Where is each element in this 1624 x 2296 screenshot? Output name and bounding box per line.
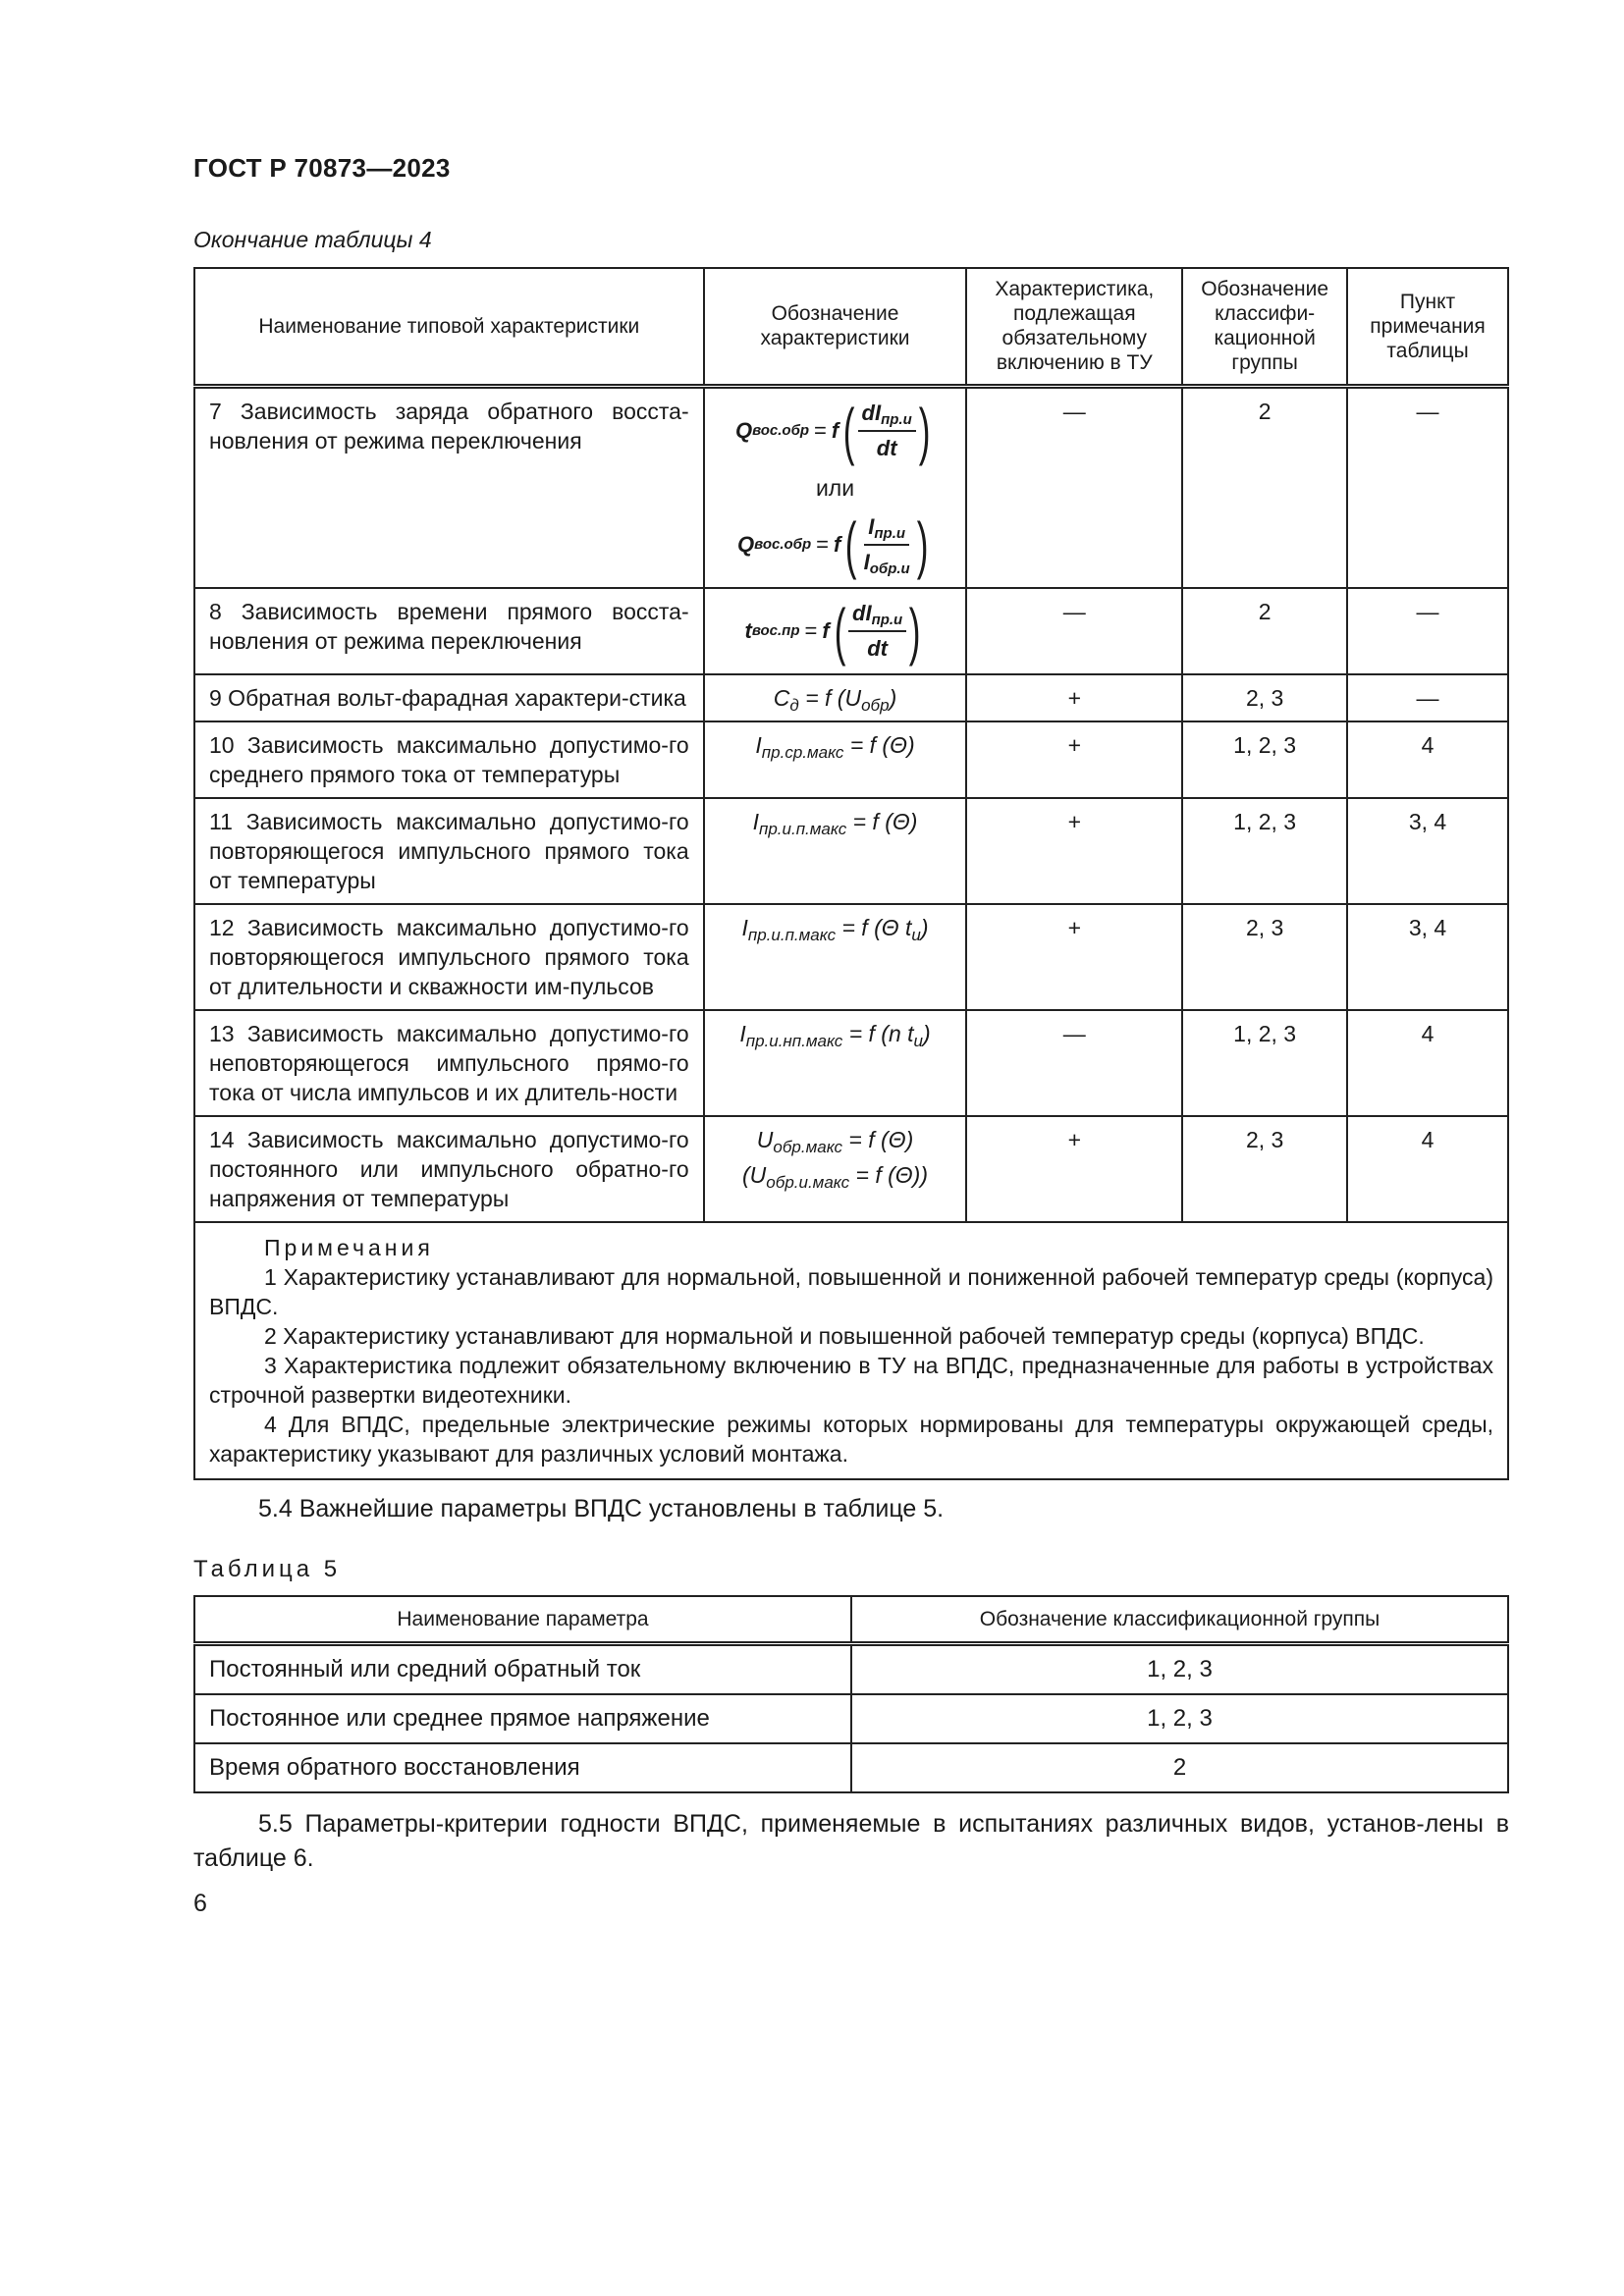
row-name: 9 Обратная вольт-фарадная характери-стика: [194, 674, 704, 721]
row-group: 2: [851, 1743, 1508, 1792]
row-name: Постоянное или среднее прямое напряжение: [194, 1694, 851, 1743]
row-required: +: [966, 798, 1182, 904]
row-formula: [704, 386, 967, 588]
row-group: 1, 2, 3: [851, 1694, 1508, 1743]
row-required: +: [966, 674, 1182, 721]
row-formula: $U_{обр.макс} = f$ (Θ) ($U_{обр.и.макс} = f$ (Θ)): [704, 1116, 967, 1222]
row-note: 4: [1347, 1010, 1508, 1116]
row-required: +: [966, 904, 1182, 1010]
table-row: [194, 1643, 1508, 1694]
row-group: 2, 3: [1182, 1116, 1347, 1222]
row-required: —: [966, 386, 1182, 588]
row-name: 8 Зависимость времени прямого восста-новления от режима переключения: [194, 588, 704, 674]
row-group: 2: [1182, 588, 1347, 674]
table-row: [194, 904, 1508, 1010]
row-name: 13 Зависимость максимально допустимо-го неповторяющегося импульсного прямо-го тока от числа импульсов и их длитель-ности: [194, 1010, 704, 1116]
row-note: 3, 4: [1347, 904, 1508, 1010]
row-required: —: [966, 1010, 1182, 1116]
table-row: [194, 386, 1508, 588]
row-group: 1, 2, 3: [1182, 721, 1347, 798]
formula-t-di-dt: t вос.пр = f ( $\frac{dI_{пр.и}}{dt}$ ): [744, 595, 921, 667]
row-group: 1, 2, 3: [1182, 798, 1347, 904]
table-row: [194, 798, 1508, 904]
table-continuation-label: Окончание таблицы 4: [193, 227, 432, 252]
row-group: 2, 3: [1182, 904, 1347, 1010]
row-formula: $I_{пр.и.п.макс} = f$ (Θ $t_u$): [704, 904, 967, 1010]
notes-title: Примечания: [264, 1234, 434, 1260]
note-item: 1 Характеристику устанавливают для нормальной, повышенной и пониженной рабочей температур среды (корпуса) ВПДС.: [209, 1263, 1493, 1319]
table-row: [194, 674, 1508, 721]
formula-or: или: [815, 474, 855, 501]
table-notes: [194, 1222, 1508, 1479]
header-group: Обозначение классифи-кационной группы: [1182, 268, 1347, 386]
table-5: [193, 1595, 1509, 1793]
header-note: Пункт примечания таблицы: [1347, 268, 1508, 386]
table-5-label: Таблица 5: [193, 1555, 342, 1582]
header-param-name: Наименование параметра: [194, 1596, 851, 1644]
note-item: 3 Характеристика подлежит обязательному включению в ТУ на ВПДС, предназначенные для работы в устройствах строчной развертки видеотехники.: [209, 1352, 1493, 1408]
table-row: [194, 721, 1508, 798]
row-formula: $I_{пр.и.п.макс} = f$ (Θ): [704, 798, 967, 904]
row-note: —: [1347, 386, 1508, 588]
header-symbol: Обозначение характеристики: [704, 268, 967, 386]
row-note: —: [1347, 588, 1508, 674]
row-name: 10 Зависимость максимально допустимо-го среднего прямого тока от температуры: [194, 721, 704, 798]
row-formula: [704, 588, 967, 674]
formula-q-ratio: Q вос.обр = f ( $\frac{I_{пр.и}}{I_{обр.и}}$ ): [737, 508, 929, 580]
row-name: Постоянный или средний обратный ток: [194, 1643, 851, 1694]
row-group: 2, 3: [1182, 674, 1347, 721]
table-4: [193, 267, 1509, 1480]
table-header-row: [194, 1596, 1508, 1644]
row-required: +: [966, 721, 1182, 798]
header-group: Обозначение классификационной группы: [851, 1596, 1508, 1644]
table-row: [194, 1743, 1508, 1792]
header-required: Характеристика, подлежащая обязательному включению в ТУ: [966, 268, 1182, 386]
row-required: —: [966, 588, 1182, 674]
doc-title: ГОСТ Р 70873—2023: [193, 153, 451, 183]
row-formula: $C_д = f$ $(U_{обр})$: [704, 674, 967, 721]
formula-q-di-dt: Q вос.обр = f ( $\frac{dI_{пр.и}}{dt}$ ): [734, 395, 931, 466]
note-item: 4 Для ВПДС, предельные электрические режимы которых нормированы для температуры окружающей среды, характеристику указывают для различных условий монтажа.: [209, 1411, 1493, 1467]
row-note: 4: [1347, 721, 1508, 798]
row-group: 2: [1182, 386, 1347, 588]
table-notes-row: [194, 1222, 1508, 1479]
row-name: 7 Зависимость заряда обратного восста-новления от режима переключения: [194, 386, 704, 588]
note-item: 2 Характеристику устанавливают для нормальной и повышенной рабочей температур среды (корпуса) ВПДС.: [264, 1322, 1425, 1349]
row-note: 4: [1347, 1116, 1508, 1222]
table-row: [194, 1010, 1508, 1116]
row-required: +: [966, 1116, 1182, 1222]
table-row: [194, 1116, 1508, 1222]
table-row: [194, 1694, 1508, 1743]
row-group: 1, 2, 3: [1182, 1010, 1347, 1116]
row-name: 14 Зависимость максимально допустимо-го постоянного или импульсного обратно-го напряжения от температуры: [194, 1116, 704, 1222]
row-group: 1, 2, 3: [851, 1643, 1508, 1694]
paragraph-5-4: 5.4 Важнейшие параметры ВПДС установлены в таблице 5.: [258, 1494, 945, 1522]
row-name: 12 Зависимость максимально допустимо-го повторяющегося импульсного прямого тока от длительности и скважности им-пульсов: [194, 904, 704, 1010]
row-name: Время обратного восстановления: [194, 1743, 851, 1792]
table-row: [194, 588, 1508, 674]
row-formula: $I_{пр.и.нп.макс} = f$ (n $t_u$): [704, 1010, 967, 1116]
table-header-row: [194, 268, 1508, 386]
row-formula: $I_{пр.ср.макс} = f$ (Θ): [704, 721, 967, 798]
row-note: 3, 4: [1347, 798, 1508, 904]
paragraph-5-5: 5.5 Параметры-критерии годности ВПДС, применяемые в испытаниях различных видов, установ-лены в таблице 6.: [193, 1809, 1509, 1872]
document-page: [193, 147, 1509, 1918]
page-number: 6: [193, 1889, 207, 1917]
row-note: —: [1347, 674, 1508, 721]
header-name: Наименование типовой характеристики: [194, 268, 704, 386]
row-name: 11 Зависимость максимально допустимо-го повторяющегося импульсного прямого тока от температуры: [194, 798, 704, 904]
